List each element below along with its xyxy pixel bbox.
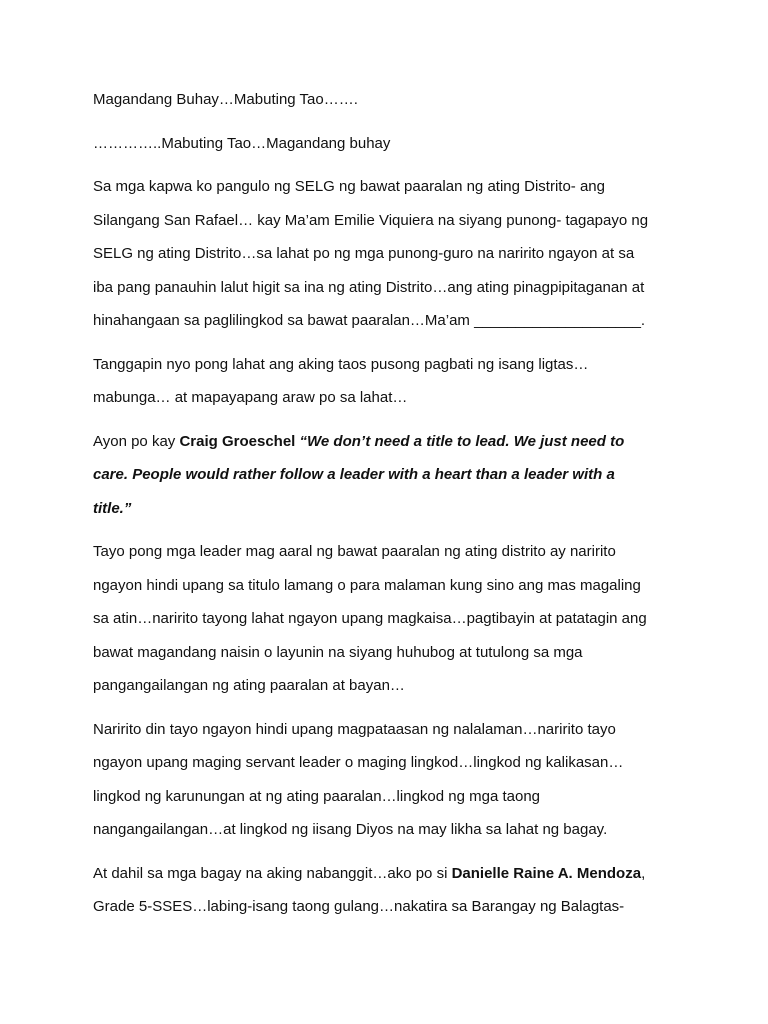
body-text: mabunga… at mapayapang araw po sa lahat…: [93, 389, 408, 406]
text-line: [93, 713, 673, 747]
text-line: [93, 813, 673, 847]
paragraph: [93, 127, 673, 161]
paragraph: [93, 425, 673, 526]
text-line: [93, 857, 673, 891]
paragraph: [93, 348, 673, 415]
body-text: At dahil sa mga bagay na aking nabanggit…ako po si: [93, 864, 452, 882]
text-line: [93, 569, 673, 603]
body-text: ngayon upang maging servant leader o maging lingkod…lingkod ng kalikasan…: [93, 754, 624, 771]
text-line: [93, 636, 673, 670]
text-line: [93, 237, 673, 271]
body-text: Grade 5-SSES…labing-isang taong gulang…nakatira sa Barangay ng Balagtas-: [93, 898, 625, 915]
text-line: [93, 170, 673, 204]
text-line: [93, 425, 673, 459]
emphasis-text: care. People would rather follow a leader with a heart than a leader with a: [93, 466, 615, 483]
paragraph: [93, 713, 673, 847]
body-text: sa atin…naririto tayong lahat ngayon upang magkaisa…pagtibayin at patatagin ang: [93, 610, 647, 627]
text-line: [93, 381, 673, 415]
paragraph: [93, 170, 673, 338]
emphasis-text: “We don’t need a title to lead. We just need to: [299, 432, 625, 450]
body-text: pangangailangan ng ating paaralan at bayan…: [93, 677, 405, 694]
body-text: Naririto din tayo ngayon hindi upang magpataasan ng nalalaman…naririto tayo: [93, 720, 616, 738]
body-text: hinahangaan sa paglilingkod sa bawat paaralan…Ma’am ____________________.: [93, 312, 646, 329]
text-line: [93, 348, 673, 382]
paragraph: [93, 535, 673, 703]
body-text: Tayo pong mga leader mag aaral ng bawat paaralan ng ating distrito ay naririto: [93, 543, 616, 560]
text-line: [93, 271, 673, 305]
text-line: [93, 602, 673, 636]
body-text: bawat magandang naisin o layunin na siyang huhubog at tutulong sa mga: [93, 643, 583, 661]
text-line: [93, 83, 673, 117]
body-text: ngayon hindi upang sa titulo lamang o para malaman kung sino ang mas magaling: [93, 576, 641, 594]
body-text: Ayon po kay: [93, 432, 180, 450]
body-text: nangangailangan…at lingkod ng iisang Diyos na may likha sa lahat ng bagay.: [93, 821, 608, 838]
paragraph: [93, 83, 673, 117]
emphasis-text: Danielle Raine A. Mendoza: [451, 864, 642, 882]
body-text: Tanggapin nyo pong lahat ang aking taos pusong pagbati ng isang ligtas…: [93, 355, 589, 373]
body-text: SELG ng ating Distrito…sa lahat po ng mga punong-guro na naririto ngayon at sa: [93, 245, 635, 262]
text-line: [93, 669, 673, 703]
paragraph: [93, 857, 673, 924]
text-line: [93, 780, 673, 814]
text-line: [93, 304, 673, 338]
text-line: [93, 890, 673, 924]
text-line: [93, 127, 673, 161]
document-body: [93, 83, 673, 934]
text-line: [93, 535, 673, 569]
body-text: iba pang panauhin lalut higit sa ina ng ating Distrito…ang ating pinagpipitaganan at: [93, 278, 645, 296]
body-text: Sa mga kapwa ko pangulo ng SELG ng bawat paaralan ng ating Distrito- ang: [93, 178, 605, 195]
body-text: Silangang San Rafael… kay Ma’am Emilie Viquiera na siyang punong- tagapayo ng: [93, 211, 649, 229]
text-line: [93, 204, 673, 238]
text-line: [93, 746, 673, 780]
emphasis-text: title.”: [93, 499, 132, 517]
body-text: lingkod ng karunungan at ng ating paaralan…lingkod ng mga taong: [93, 787, 540, 805]
body-text: …………..Mabuting Tao…Magandang buhay: [93, 134, 391, 152]
text-line: [93, 492, 673, 526]
body-text: Magandang Buhay…Mabuting Tao…….: [93, 91, 358, 108]
emphasis-text: Craig Groeschel: [179, 432, 296, 450]
body-text: ,: [641, 864, 646, 882]
text-line: [93, 458, 673, 492]
